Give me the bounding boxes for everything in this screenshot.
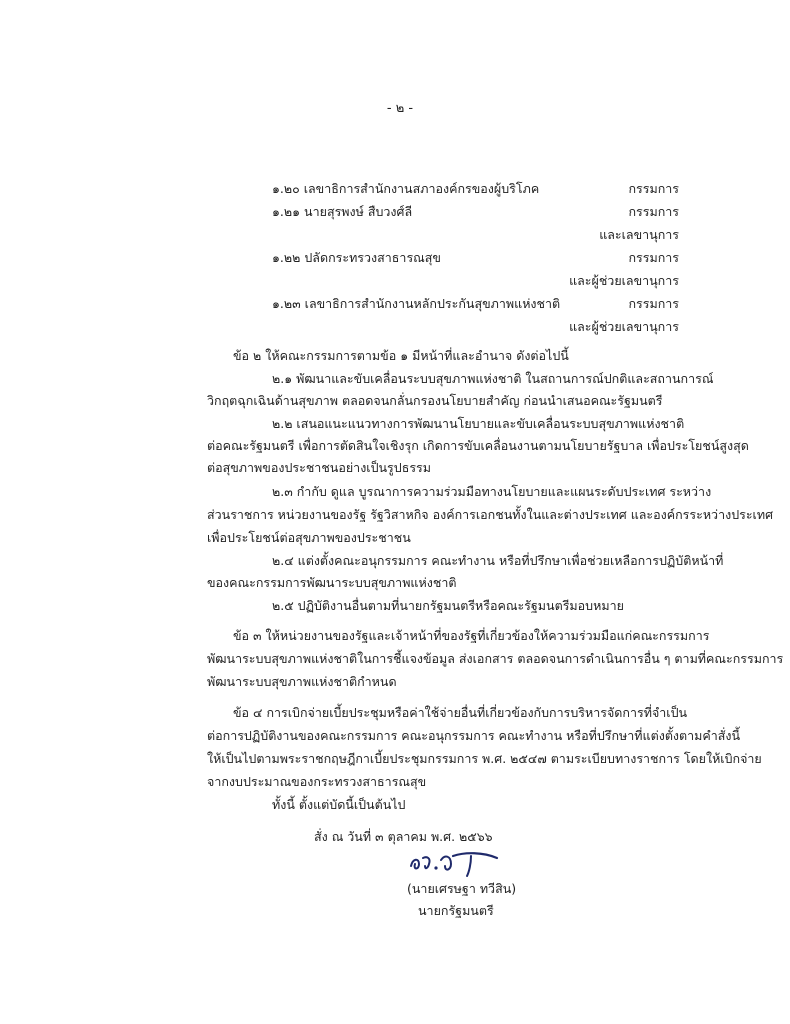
clause-2-1-line2: วิกฤตฉุกเฉินด้านสุขภาพ ตลอดจนกลั่นกรองนโยบายสำคัญ ก่อนนำเสนอคณะรัฐมนตรี [207,393,663,408]
clause-2-5-line1: ๒.๕ ปฏิบัติงานอื่นตามที่นายกรัฐมนตรีหรือคณะรัฐมนตรีมอบหมาย [272,598,624,613]
page-number: - ๒ - [386,101,414,116]
clause-4-line1: ข้อ ๔ การเบิกจ่ายเบี้ยประชุมหรือค่าใช้จ่ายอื่นที่เกี่ยวข้องกับการบริหารจัดการที่จำเป็น [233,705,688,720]
member-name: ๑.๒๒ ปลัดกระทรวงสาธารณสุข [272,250,441,265]
clause-2-2-line2: ต่อคณะรัฐมนตรี เพื่อการตัดสินใจเชิงรุก เกิดการขับเคลื่อนงานตามนโยบายรัฐบาล เพื่อประโยชน์สูงสุด [207,438,749,453]
clause-3-line1: ข้อ ๓ ให้หน่วยงานของรัฐและเจ้าหน้าที่ของรัฐที่เกี่ยวข้องให้ความร่วมมือแก่คณะกรรมการ [233,628,710,643]
member-role-extra: และเลขานุการ [599,227,679,242]
member-role: กรรมการ [628,204,679,219]
clause-2-3-line2: ส่วนราชการ หน่วยงานของรัฐ รัฐวิสาหกิจ องค์การเอกชนทั้งในและต่างประเทศ และองค์กรระหว่างประเทศ [207,507,774,522]
clause-4-line2: ต่อการปฏิบัติงานของคณะกรรมการ คณะอนุกรรมการ คณะทำงาน หรือที่ปรึกษาที่แต่งตั้งตามคำสั่งนี้ [207,728,741,743]
clause-4-line3: ให้เป็นไปตามพระราชกฤษฎีกาเบี้ยประชุมกรรมการ พ.ศ. ๒๕๔๗ ตามระเบียบทางราชการ โดยให้เบิกจ่าย [207,751,762,766]
member-role-extra: และผู้ช่วยเลขานุการ [569,273,679,288]
member-name: ๑.๒๑ นายสุรพงษ์ สืบวงศ์ลี [272,204,413,219]
clause-2-2-line3: ต่อสุขภาพของประชาชนอย่างเป็นรูปธรรม [207,460,431,475]
clause-2-heading: ข้อ ๒ ให้คณะกรรมการตามข้อ ๑ มีหน้าที่และอำนาจ ดังต่อไปนี้ [233,348,569,363]
signature-mark [405,844,505,880]
signatory-name: (นายเศรษฐา ทวีสิน) [407,881,517,896]
clause-2-3-line3: เพื่อประโยชน์ต่อสุขภาพของประชาชน [207,530,411,545]
member-role: กรรมการ [628,250,679,265]
clause-2-3-line1: ๒.๓ กำกับ ดูแล บูรณาการความร่วมมือทางนโยบายและแผนระดับประเทศ ระหว่าง [272,484,712,499]
effective-statement: ทั้งนี้ ตั้งแต่บัดนี้เป็นต้นไป [272,797,406,812]
member-name: ๑.๒๐ เลขาธิการสำนักงานสภาองค์กรของผู้บริโภค [272,181,540,196]
clause-4-line4: จากงบประมาณของกระทรวงสาธารณสุข [207,774,427,789]
clause-2-4-line2: ของคณะกรรมการพัฒนาระบบสุขภาพแห่งชาติ [207,575,457,590]
signatory-title: นายกรัฐมนตรี [418,903,494,918]
clause-3-line3: พัฒนาระบบสุขภาพแห่งชาติกำหนด [207,674,397,689]
clause-2-4-line1: ๒.๔ แต่งตั้งคณะอนุกรรมการ คณะทำงาน หรือที่ปรึกษาเพื่อช่วยเหลือการปฏิบัติหน้าที่ [272,553,724,568]
clause-2-1-line1: ๒.๑ พัฒนาและขับเคลื่อนระบบสุขภาพแห่งชาติ ในสถานการณ์ปกติและสถานการณ์ [272,371,714,386]
order-date: สั่ง ณ วันที่ ๓ ตุลาคม พ.ศ. ๒๕๖๖ [314,829,493,844]
clause-2-2-line1: ๒.๒ เสนอแนะแนวทางการพัฒนานโยบายและขับเคลื่อนระบบสุขภาพแห่งชาติ [272,416,685,431]
clause-3-line2: พัฒนาระบบสุขภาพแห่งชาติในการชี้แจงข้อมูล ส่งเอกสาร ตลอดจนการดำเนินการอื่น ๆ ตามที่คณะกรรมการ [207,651,784,666]
member-name: ๑.๒๓ เลขาธิการสำนักงานหลักประกันสุขภาพแห่งชาติ [272,296,561,311]
member-role: กรรมการ [628,296,679,311]
member-role: กรรมการ [628,181,679,196]
member-role-extra: และผู้ช่วยเลขานุการ [569,319,679,334]
